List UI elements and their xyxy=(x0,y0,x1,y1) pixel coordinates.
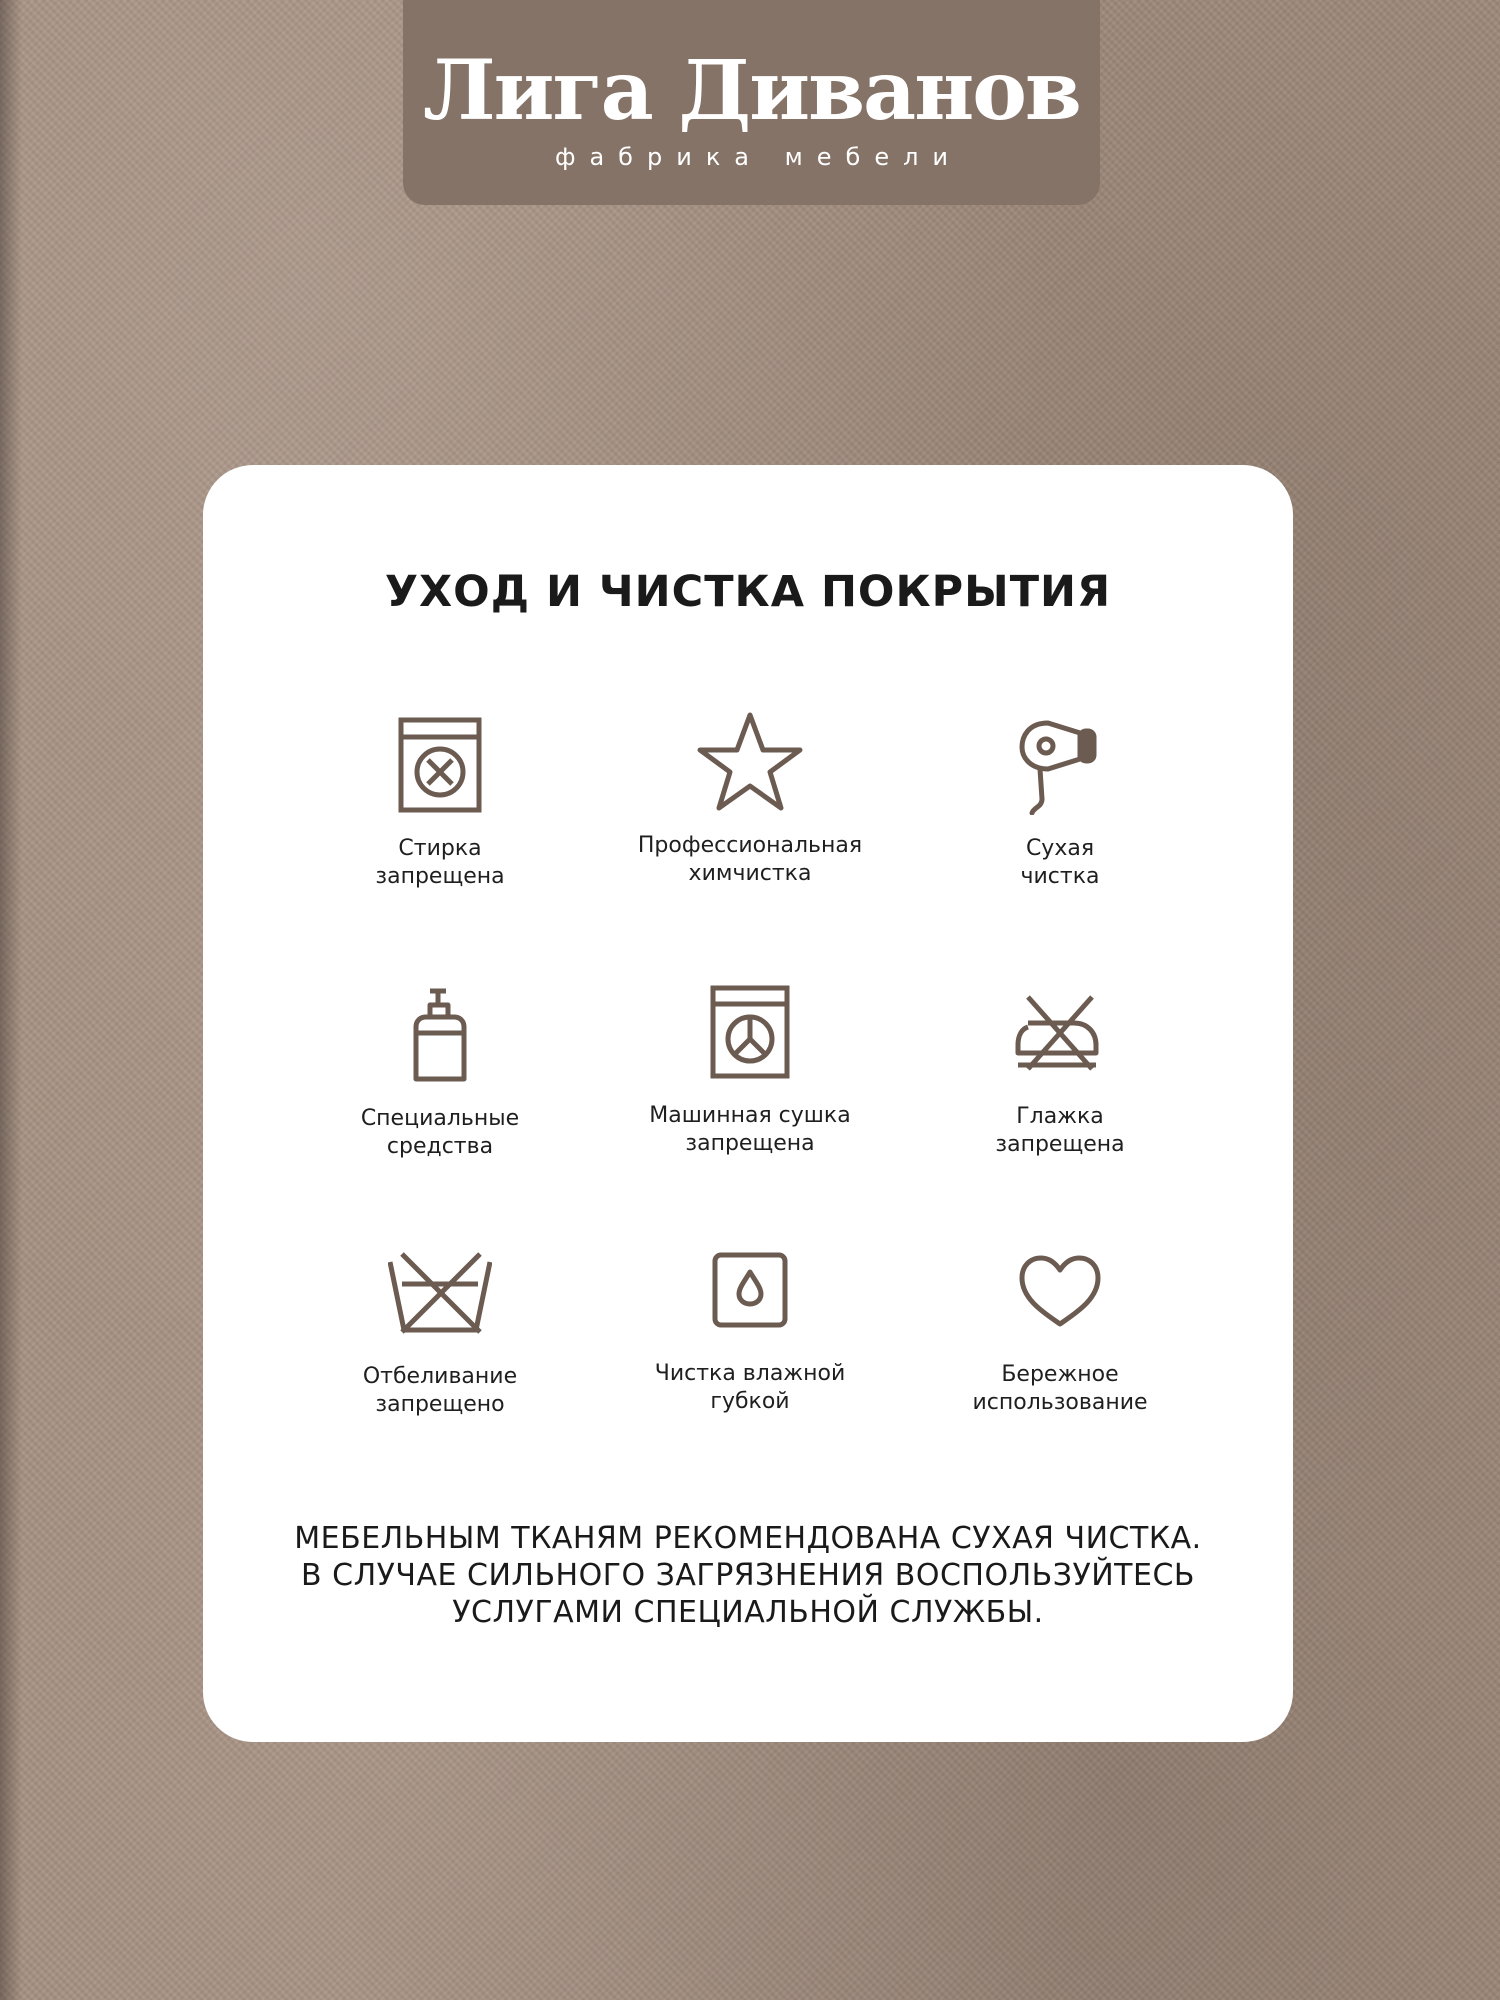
care-item-label: Профессиональная химчистка xyxy=(637,833,863,886)
care-item-label: Специальные средства xyxy=(360,1106,520,1159)
care-item-label: Машинная сушка запрещена xyxy=(649,1103,851,1156)
care-item-label: Бережное использование xyxy=(972,1362,1148,1415)
ironing-prohibited-icon xyxy=(1014,993,1106,1073)
care-item-label: Отбеливание запрещено xyxy=(362,1364,518,1417)
care-item-label: Сухая чистка xyxy=(1020,836,1100,889)
care-item-damp-sponge xyxy=(595,1235,905,1416)
care-item-pro-cleaning xyxy=(595,707,905,888)
care-item-ironing xyxy=(905,978,1215,1159)
soap-dispenser-icon xyxy=(412,987,468,1083)
care-item-washing xyxy=(285,710,595,891)
heart-icon xyxy=(1018,1254,1102,1328)
care-item-label: Стирка запрещена xyxy=(375,836,505,889)
logo-banner xyxy=(403,0,1100,205)
care-item-dry-cleaning xyxy=(905,710,1215,891)
logo-name: Лига Диванов xyxy=(423,43,1080,139)
care-item-gentle-use xyxy=(905,1236,1215,1417)
care-note-line: В СЛУЧАЕ СИЛЬНОГО ЗАГРЯЗНЕНИЯ ВОСПОЛЬЗУЙТЕСЬ xyxy=(301,1558,1195,1593)
care-note-line: МЕБЕЛЬНЫМ ТКАНЯМ РЕКОМЕНДОВАНА СУХАЯ ЧИСТКА. xyxy=(294,1521,1202,1556)
hair-dryer-icon xyxy=(1018,715,1102,815)
care-item-special-products xyxy=(285,980,595,1161)
fabric-edge-shadow xyxy=(0,0,22,2000)
tumble-dry-prohibited-icon xyxy=(710,985,790,1079)
bleaching-prohibited-icon xyxy=(388,1250,492,1336)
care-item-tumble-dry xyxy=(595,977,905,1158)
logo-subtitle: фабрика мебели xyxy=(554,143,963,171)
washing-prohibited-icon xyxy=(398,717,482,813)
sponge-drop-icon xyxy=(712,1252,788,1328)
care-item-label: Чистка влажной губкой xyxy=(654,1361,846,1414)
care-card xyxy=(203,465,1293,1742)
care-note xyxy=(243,1520,1253,1631)
care-item-label: Глажка запрещена xyxy=(995,1104,1125,1157)
care-note-line: УСЛУГАМИ СПЕЦИАЛЬНОЙ СЛУЖБЫ. xyxy=(452,1595,1044,1630)
care-item-bleaching xyxy=(285,1238,595,1419)
star-icon xyxy=(695,710,805,814)
card-title: УХОД И ЧИСТКА ПОКРЫТИЯ xyxy=(384,567,1112,617)
